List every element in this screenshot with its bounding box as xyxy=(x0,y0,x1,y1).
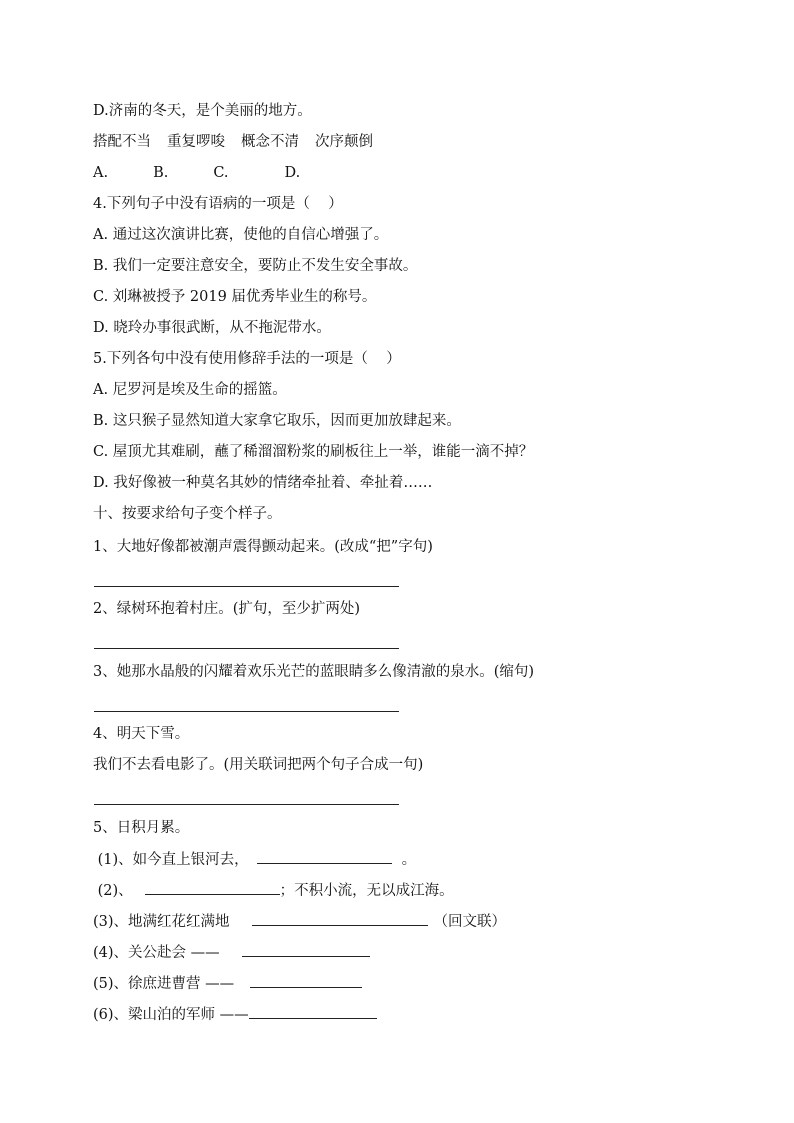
fill-row-6 xyxy=(93,1004,377,1025)
fill-row-2 xyxy=(93,880,454,901)
q3-answer-label: B. xyxy=(153,165,169,181)
fill-4-prefix: (4)、关公赴会 —— xyxy=(93,945,220,961)
q4-option-b: B. 我们一定要注意安全，要防止不发生安全事故。 xyxy=(93,258,418,274)
q3-choices-row xyxy=(93,132,373,152)
s10-item-5: 5、日积月累。 xyxy=(93,820,190,836)
fill-row-4 xyxy=(93,942,370,963)
fill-row-5 xyxy=(93,973,362,994)
answer-line-1[interactable] xyxy=(94,586,399,587)
fill-6-blank[interactable] xyxy=(249,1004,377,1019)
fill-5-prefix: (5)、徐庶进曹营 —— xyxy=(93,976,235,992)
answer-line-2[interactable] xyxy=(94,648,399,649)
q3-answer-label: D. xyxy=(284,165,301,181)
q3-choice: 重复啰唆 xyxy=(167,134,225,150)
q5-option-d: D. 我好像被一种莫名其妙的情绪牵扯着、牵扯着…… xyxy=(93,475,433,491)
fill-3-suffix: （回文联） xyxy=(433,914,507,930)
q4-option-d: D. 晓玲办事很武断，从不拖泥带水。 xyxy=(93,320,331,336)
q3-answer-row xyxy=(93,163,300,183)
fill-5-blank[interactable] xyxy=(250,973,362,988)
answer-line-4[interactable] xyxy=(94,804,399,805)
answer-line-3[interactable] xyxy=(94,711,399,712)
q3-choice: 次序颠倒 xyxy=(315,134,373,150)
section10-heading: 十、按要求给句子变个样子。 xyxy=(93,506,282,522)
fill-1-suffix: 。 xyxy=(401,852,417,868)
fill-3-prefix: (3)、地满红花红满地 xyxy=(93,914,230,930)
s10-item-1: 1、大地好像都被潮声震得颤动起来。(改成“把”字句) xyxy=(93,539,433,555)
fill-6-prefix: (6)、梁山泊的军师 —— xyxy=(93,1007,249,1023)
q5-stem: 5.下列各句中没有使用修辞手法的一项是（ ） xyxy=(93,351,401,367)
s10-item-4-cont: 我们不去看电影了。(用关联词把两个句子合成一句) xyxy=(93,757,424,773)
fill-1-prefix: (1)、如今直上银河去， xyxy=(93,852,249,868)
q4-option-c: C. 刘琳被授予 2019 届优秀毕业生的称号。 xyxy=(93,289,377,305)
q3-choice: 搭配不当 xyxy=(93,134,151,150)
s10-item-3: 3、她那水晶般的闪耀着欢乐光芒的蓝眼睛多么像清澈的泉水。(缩句) xyxy=(93,664,535,680)
fill-row-3 xyxy=(93,911,506,932)
q5-option-a: A. 尼罗河是埃及生命的摇篮。 xyxy=(93,382,287,398)
fill-3-blank[interactable] xyxy=(252,911,428,926)
q4-stem: 4.下列句子中没有语病的一项是（ ） xyxy=(93,196,343,212)
fill-2-blank[interactable] xyxy=(145,880,280,895)
q3-answer-label: C. xyxy=(213,165,229,181)
q5-option-b: B. 这只猴子显然知道大家拿它取乐，因而更加放肆起来。 xyxy=(93,413,461,429)
fill-row-1 xyxy=(93,849,416,870)
q3-choice: 概念不清 xyxy=(241,134,299,150)
q5-option-c: C. 屋顶尤其难刷，蘸了稀溜溜粉浆的刷板往上一举，谁能一滴不掉？ xyxy=(93,444,534,460)
q3-answer-label: A. xyxy=(93,165,109,181)
q3-option-d: D.济南的冬天，是个美丽的地方。 xyxy=(93,103,312,119)
q4-option-a: A. 通过这次演讲比赛，使他的自信心增强了。 xyxy=(93,227,389,243)
fill-4-blank[interactable] xyxy=(242,942,370,957)
fill-1-blank[interactable] xyxy=(257,849,392,864)
s10-item-2: 2、绿树环抱着村庄。(扩句，至少扩两处) xyxy=(93,601,361,617)
fill-2-suffix: ；不积小流，无以成江海。 xyxy=(279,883,454,899)
fill-2-prefix: (2)、 xyxy=(93,883,133,899)
s10-item-4: 4、明天下雪。 xyxy=(93,726,190,742)
